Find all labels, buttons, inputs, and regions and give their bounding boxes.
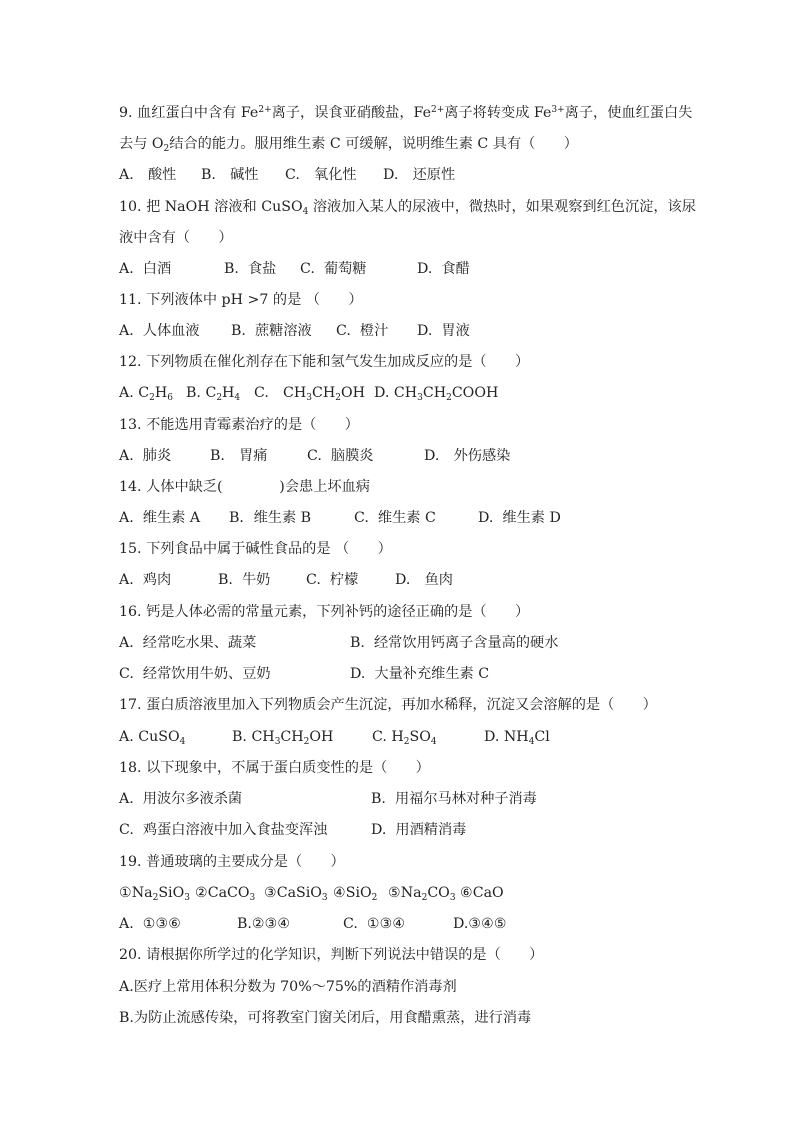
q19-stem: 19. 普通玻璃的主要成分是（ ） [119, 854, 345, 870]
q16-option-d: D. 大量补充维生素 C [350, 666, 490, 682]
q13-stem: 13. 不能选用青霉素治疗的是（ ） [119, 417, 359, 433]
q13-option-c: C. 脑膜炎 [307, 448, 374, 464]
q19-option-b: B.②③④ [237, 916, 291, 932]
q11-option-a: A. 人体血液 [119, 323, 200, 339]
q17-option-c: C. $H_2SO_4$ [372, 729, 437, 747]
q17-option-b: B. $CH_3CH_2OH$ [232, 729, 334, 747]
q16-option-a: A. 经常吃水果、蔬菜 [119, 635, 257, 651]
q9-option-b: B. 碱性 [201, 167, 259, 183]
q19-item-4: ④SiO$_2$ [333, 885, 378, 903]
q19-item-1: $①Na_2SiO_3$ [119, 885, 190, 903]
q18-option-b: B. 用福尔马林对种子消毒 [371, 791, 537, 807]
q19-item-3: ③CaSiO$_3$ [264, 885, 328, 903]
q10-stem-line2: 液中含有（ ） [119, 230, 233, 246]
q12-option-b: B. $C_2H_4$ [186, 385, 241, 403]
q12-option-d: D. $CH_3CH_2COOH$ [374, 385, 499, 403]
q19-item-6: ⑥CaO [460, 885, 504, 901]
q20-option-a: A.医疗上常用体积分数为 70%～75%的酒精作消毒剂 [119, 979, 457, 995]
q17-option-d: D. $NH_4Cl$ [484, 729, 550, 747]
q14-option-c: C. 维生素 C [354, 510, 436, 526]
q15-option-b: B. 牛奶 [218, 572, 271, 588]
q14-option-d: D. 维生素 D [478, 510, 561, 526]
q10-option-c: C. 葡萄糖 [300, 261, 367, 277]
q10-stem-line1: 10. 把 NaOH 溶液和 CuSO$_4$ 溶液加入某人的尿液中，微热时，如果观察到红色沉淀，该尿 [119, 199, 696, 217]
q12-option-a: A. $C_2H_6$ [119, 385, 173, 403]
q20-option-b: B.为防止流感传染，可将教室门窗关闭后，用食醋熏蒸，进行消毒 [119, 1010, 532, 1026]
q18-option-a: A. 用波尔多液杀菌 [119, 791, 243, 807]
q19-item-2: ②CaCO$_3$ [195, 885, 256, 903]
q13-option-b: B. 胃痛 [210, 448, 268, 464]
q11-option-b: B. 蔗糖溶液 [231, 323, 312, 339]
q11-stem: 11. 下列液体中 pH >7 的是 （ ） [119, 292, 363, 308]
q10-option-a: A. 白酒 [119, 261, 172, 277]
q12-stem: 12. 下列物质在催化剂存在下能和氢气发生加成反应的是（ ） [119, 354, 530, 370]
q9-stem-line2: 去与 $O_2$结合的能力。服用维生素 C 可缓解，说明维生素 C 具有（ ） [119, 136, 578, 154]
q18-option-d: D. 用酒精消毒 [371, 822, 467, 838]
q14-option-b: B．维生素 B [229, 510, 312, 526]
q20-stem: 20. 请根据你所学过的化学知识，判断下列说法中错误的是（ ） [119, 947, 544, 963]
q12-option-c: C. $CH_3CH_2OH$ [254, 385, 365, 403]
q9-option-a: A. 酸性 [119, 167, 177, 183]
q14-option-a: A. 维生素 A [119, 510, 201, 526]
q15-option-d: D. 鱼肉 [395, 572, 453, 588]
q10-option-d: D. 食醋 [417, 261, 470, 277]
q15-option-a: A. 鸡肉 [119, 572, 172, 588]
q18-stem: 18. 以下现象中，不属于蛋白质变性的是（ ） [119, 760, 430, 776]
q19-option-c: C. ①③④ [343, 916, 406, 932]
q16-option-c: C. 经常饮用牛奶、豆奶 [119, 666, 271, 682]
q15-stem: 15. 下列食品中属于碱性食品的是 （ ） [119, 541, 392, 557]
q9-option-d: D. 还原性 [383, 167, 456, 183]
q19-option-a: A. ①③⑥ [119, 916, 181, 932]
q19-item-5: $⑤Na_2CO_3$ [388, 885, 456, 903]
q15-option-c: C. 柠檬 [306, 572, 359, 588]
q17-option-a: A. CuSO$_4$ [119, 729, 186, 747]
q14-stem: 14. 人体中缺乏( )会患上坏血病 [119, 479, 370, 495]
q10-option-b: B. 食盐 [224, 261, 277, 277]
q16-stem: 16. 钙是人体必需的常量元素，下列补钙的途径正确的是（ ） [119, 604, 530, 620]
q9-stem-line1: 9. 血红蛋白中含有 $Fe^{2+}$离子，误食亚硝酸盐，$Fe^{2+}$离子将转变成 $Fe^{3+}$离子，使血红蛋白失 [119, 105, 693, 121]
q13-option-a: A. 肺炎 [119, 448, 172, 464]
q17-stem: 17. 蛋白质溶液里加入下列物质会产生沉淀，再加水稀释，沉淀又会溶解的是（ ） [119, 697, 657, 713]
q19-option-d: D.③④⑤ [453, 916, 507, 932]
q16-option-b: B. 经常饮用钙离子含量高的硬水 [350, 635, 559, 651]
q11-option-d: D. 胃液 [417, 323, 470, 339]
q9-option-c: C. 氧化性 [285, 167, 357, 183]
q13-option-d: D. 外伤感染 [424, 448, 511, 464]
q18-option-c: C. 鸡蛋白溶液中加入食盐变浑浊 [119, 822, 328, 838]
q11-option-c: C. 橙汁 [336, 323, 389, 339]
